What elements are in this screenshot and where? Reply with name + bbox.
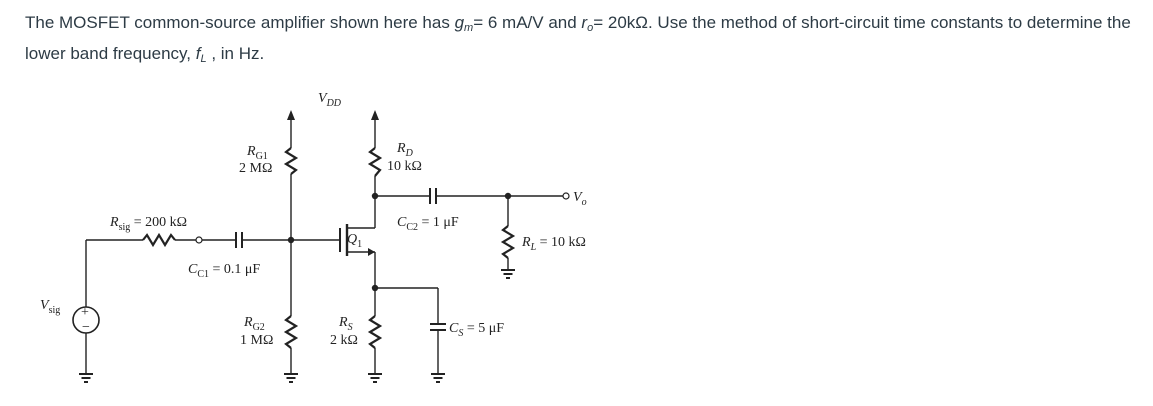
ground-symbol-rl <box>501 270 515 278</box>
source-arrow <box>368 248 375 256</box>
vo-label: $V_o$ <box>573 190 587 208</box>
signal-source <box>73 232 340 382</box>
drain-branch <box>370 110 569 278</box>
rsig-label: $R_{sig} = 200$ kΩ <box>110 215 188 233</box>
cc2-label: $C_{C2} = 1$ μF <box>397 215 459 233</box>
q1-label: $Q_1$ <box>347 232 363 250</box>
vsig-minus: − <box>82 320 90 335</box>
ground-symbol-rg2 <box>284 374 298 382</box>
rd-label: $R_D$ <box>397 141 413 159</box>
rg1-resistor <box>286 148 296 174</box>
question-part-4: , in Hz. <box>206 44 265 63</box>
rs-resistor <box>370 316 380 348</box>
output-terminal <box>563 193 569 199</box>
vdd-arrow-gate <box>287 110 295 120</box>
cc1-label: $C_{C1} = 0.1$ μF <box>188 262 261 280</box>
gate-bias-branch <box>284 110 298 382</box>
rsig-resistor <box>143 235 175 245</box>
vsig-plus: + <box>81 305 89 320</box>
question-part-1: The MOSFET common-source amplifier shown here has <box>25 13 455 32</box>
source-branch <box>368 285 446 382</box>
ground-symbol-rs <box>368 374 382 382</box>
rg2-value: 1 MΩ <box>240 333 274 348</box>
vdd-arrow-drain <box>371 110 379 120</box>
cs-label: $C_S = 5$ μF <box>449 321 505 339</box>
rl-resistor <box>503 226 513 258</box>
rd-value: 10 kΩ <box>387 159 422 174</box>
rg1-label: $R_{G1}$ <box>247 144 268 162</box>
rg2-label: $R_{G2}$ <box>244 315 265 333</box>
rs-label: $R_S$ <box>339 315 353 333</box>
fl-subscript: L <box>200 53 207 65</box>
rd-resistor <box>370 148 380 176</box>
gm-symbol: g <box>454 13 465 32</box>
rl-label: $R_L = 10$ kΩ <box>522 235 586 253</box>
gm-subscript: m <box>464 22 474 34</box>
ro-subscript: o <box>587 22 594 34</box>
rg1-value: 2 MΩ <box>239 161 273 176</box>
rg2-resistor <box>286 316 296 348</box>
ground-symbol-vsig <box>79 374 93 382</box>
vsig-label: $V_{sig}$ <box>40 298 61 316</box>
ground-symbol-cs <box>431 374 445 382</box>
rs-value: 2 kΩ <box>330 333 358 348</box>
fl-symbol: f <box>195 44 201 63</box>
input-terminal <box>196 237 202 243</box>
question-part-3: = 20kΩ. Use the method of short-circuit time constants to determine the lower band frequency, <box>25 13 1131 63</box>
question-part-2: = 6 mA/V and <box>473 13 582 32</box>
vdd-label: $V_{DD}$ <box>318 91 342 109</box>
ro-symbol: r <box>581 13 588 32</box>
